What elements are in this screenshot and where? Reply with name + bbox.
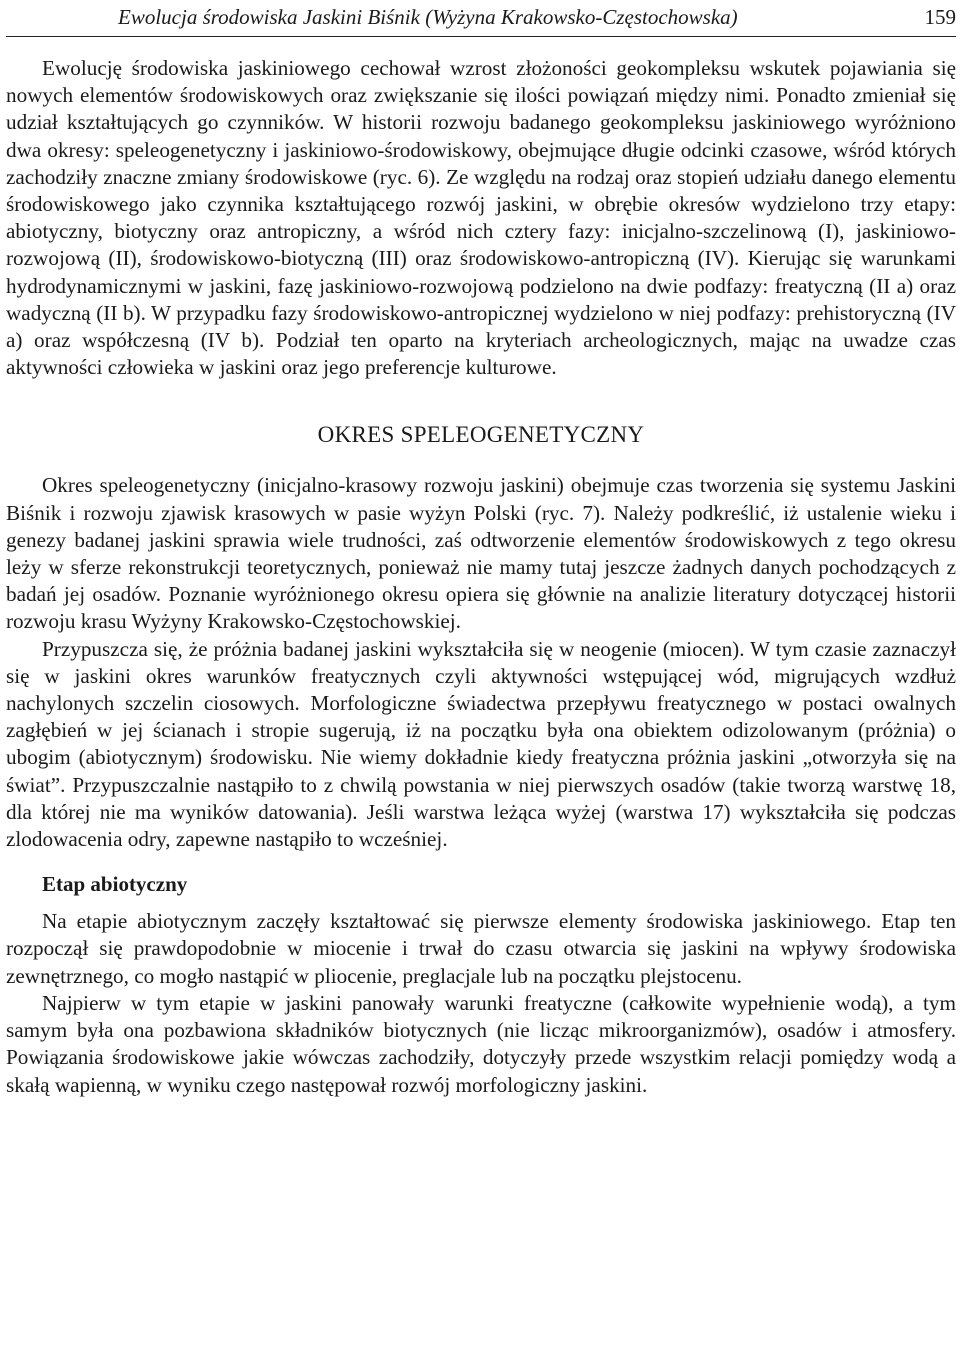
subsection-heading: Etap abiotyczny	[42, 872, 188, 897]
intro-paragraph: Ewolucję środowiska jaskiniowego cechował wzrost złożoności geokompleksu wskutek pojawiania się nowych elementów środowiskowych oraz zwiększanie się ilości powiązań między nimi. Ponadto zmieniał się udział kształtujących go czynników. W historii rozwoju badanego geokompleksu jaskiniowego wyróżniono dwa okresy: speleogenetyczny i jaskiniowo-środowiskowy, obejmujące długie odcinki czasowe, wśród których zachodziły znaczne zmiany środowiskowe (ryc. 6). Ze względu na rodzaj oraz stopień udziału danego elementu środowiskowego jako czynnika kształtującego rozwój jaskini, w obrębie okresów wydzielono trzy etapy: abiotyczny, biotyczny oraz antropiczny, a wśród nich cztery fazy: inicjalno-szczelinową (I), jaskiniowo-rozwojową (II), środowiskowo-biotyczną (III) oraz środowiskowo-antropiczną (IV). Kierując się warunkami hydrodynamicznymi w jaskini, fazę jaskiniowo-rozwojową podzielono na dwie podfazy: freatyczną (II a) oraz wadyczną (II b). W przypadku fazy środowiskowo-antropicznej wydzielono w niej podfazy: prehistoryczną (IV a) oraz współczesną (IV b). Podział ten oparto na kryteriach archeologicznych, mając na uwadze czas aktywności człowieka w jaskini oraz jego preferencje kulturowe.	[6, 56, 956, 380]
running-title: Ewolucja środowiska Jaskini Biśnik (Wyżyna Krakowsko-Częstochowska)	[118, 5, 738, 29]
section-heading: OKRES SPELEOGENETYCZNY	[317, 422, 645, 448]
section-paragraph-1: Okres speleogenetyczny (inicjalno-krasowy rozwoju jaskini) obejmuje czas tworzenia się systemu Jaskini Biśnik i rozwoju zjawisk krasowych w pasie wyżyn Polski (ryc. 7). Należy podkreślić, iż ustalenie wieku i genezy badanej jaskini sprawia wiele trudności, zaś odtworzenie elementów środowiskowych z tego okresu leży w sferze rekonstrukcji teoretycznych, ponieważ nie mamy tutaj jeszcze żadnych danych pochodzących z badań jej osadów. Poznanie wyróżnionego okresu opiera się głównie na analizie literatury dotyczącej historii rozwoju krasu Wyżyny Krakowsko-Częstochowskiej.	[6, 473, 956, 634]
subsection-paragraph-2: Najpierw w tym etapie w jaskini panowały warunki freatyczne (całkowite wypełnienie wodą), a tym samym była ona pozbawiona składników biotycznych (nie licząc mikroorganizmów), osadów i atmosfery. Powiązania środowiskowe jakie wówczas zachodziły, dotyczyły przede wszystkim relacji pomiędzy wodą a skałą wapienną, w wyniku czego następował rozwój morfologiczny jaskini.	[6, 990, 956, 1097]
section-paragraph-2: Przypuszcza się, że próżnia badanej jaskini wykształciła się w neogenie (miocen). W tym czasie zaznaczył się w jaskini okres warunków freatycznych czyli aktywności wstępującej wód, migrujących wzdłuż nachylonych szczelin ciosowych. Morfologiczne świadectwa przepływu freatycznego w postaci owalnych zagłębień w jej ścianach i stropie sugerują, iż na początku była ona obiektem odizolowanym (próżnia) o ubogim (abiotycznym) środowisku. Nie wiemy dokładnie kiedy freatyczna próżnia jaskini „otworzyła się na świat”. Przypuszczalnie nastąpiło to z chwilą powstania w niej pierwszych osadów (takie tworzą warstwę 18, dla której nie ma wyników datowania). Jeśli warstwa leżąca wyżej (warstwa 17) wykształciła się podczas zlodowacenia odry, zapewne nastąpiło to wcześniej.	[6, 636, 956, 852]
running-header	[6, 0, 956, 37]
page-number: 159	[924, 5, 956, 29]
subsection-paragraph-1: Na etapie abiotycznym zaczęły kształtować się pierwsze elementy środowiska jaskiniowego. Etap ten rozpoczął się prawdopodobnie w miocenie i trwał do czasu otwarcia się jaskini na wpływy środowiska zewnętrznego, co mogło nastąpić w pliocenie, preglacjale lub na początku plejstocenu.	[6, 909, 956, 988]
document-page	[6, 0, 956, 1099]
